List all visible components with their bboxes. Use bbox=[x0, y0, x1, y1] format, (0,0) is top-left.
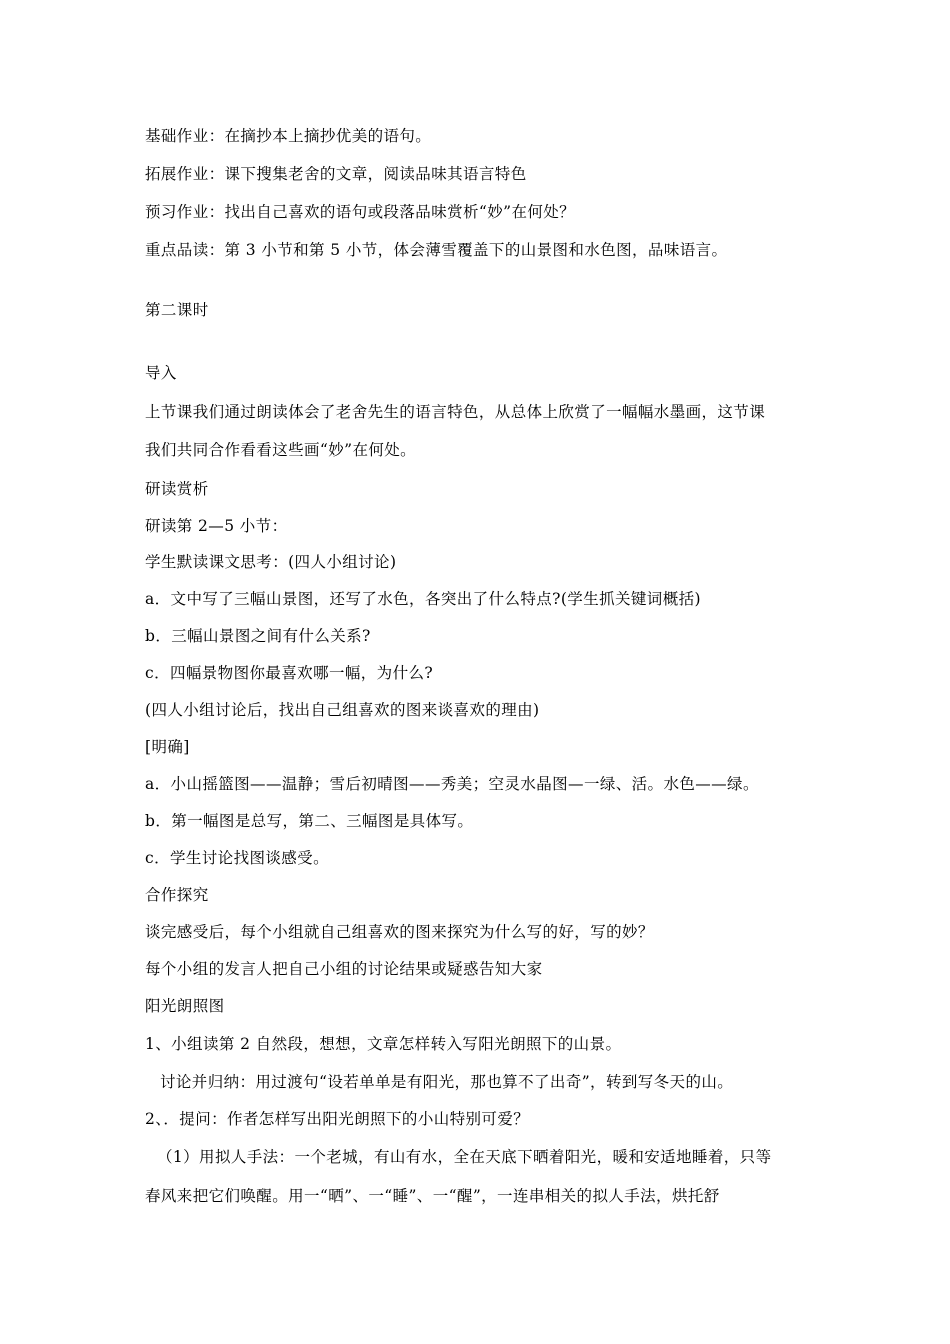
personification-line-1: （1）用拟人手法：一个老城，有山有水，全在天底下晒着阳光，暖和安适地睡着，只等 bbox=[157, 1148, 772, 1166]
answer-c: c．学生讨论找图谈感受。 bbox=[145, 849, 329, 867]
cooperation-line-2: 每个小组的发言人把自己小组的讨论结果或疑惑告知大家 bbox=[145, 960, 543, 978]
homework-extension-line: 拓展作业：课下搜集老舍的文章，阅读品味其语言特色 bbox=[145, 165, 527, 183]
homework-preview-line: 预习作业：找出自己喜欢的语句或段落品味赏析“妙”在何处？ bbox=[145, 203, 576, 221]
group-discussion-note: (四人小组讨论后，找出自己组喜欢的图来谈喜欢的理由) bbox=[145, 701, 540, 719]
homework-basic-line: 基础作业：在摘抄本上摘抄优美的语句。 bbox=[145, 127, 432, 145]
key-reading-line: 重点品读：第 3 小节和第 5 小节，体会薄雪覆盖下的山景图和水色图，品味语言。 bbox=[145, 241, 728, 259]
intro-paragraph-line-1: 上节课我们通过朗读体会了老舍先生的语言特色，从总体上欣赏了一幅幅水墨画，这节课 bbox=[145, 403, 766, 421]
intro-paragraph-line-2: 我们共同合作看看这些画“妙”在何处。 bbox=[145, 441, 417, 459]
sunshine-heading: 阳光朗照图 bbox=[145, 997, 225, 1015]
second-lesson-heading: 第二课时 bbox=[145, 301, 209, 319]
question-b: b．三幅山景图之间有什么关系? bbox=[145, 627, 371, 645]
silent-reading-line: 学生默读课文思考：(四人小组讨论) bbox=[145, 553, 397, 571]
intro-heading: 导入 bbox=[145, 364, 177, 382]
study-heading: 研读赏析 bbox=[145, 480, 209, 498]
question-c: c．四幅景物图你最喜欢哪一幅，为什么? bbox=[145, 664, 434, 682]
sunshine-item-1: 1、小组读第 2 自然段，想想，文章怎样转入写阳光朗照下的山景。 bbox=[145, 1035, 622, 1053]
question-a: a．文中写了三幅山景图，还写了水色，各突出了什么特点?(学生抓关键词概括) bbox=[145, 590, 701, 608]
sunshine-item-2: 2、．提问：作者怎样写出阳光朗照下的小山特别可爱？ bbox=[145, 1110, 530, 1128]
cooperation-heading: 合作探究 bbox=[145, 886, 209, 904]
answer-a: a．小山摇篮图——温静；雪后初晴图——秀美；空灵水晶图—一绿、活。水色——绿。 bbox=[145, 775, 759, 793]
sunshine-discussion: 讨论并归纳：用过渡句“设若单单是有阳光，那也算不了出奇”，转到写冬天的山。 bbox=[160, 1073, 734, 1091]
study-sections-line: 研读第 2—5 小节： bbox=[145, 517, 288, 535]
personification-line-2: 春风来把它们唤醒。用一“晒”、一“睡”、一“醒”，一连串相关的拟人手法，烘托舒 bbox=[145, 1187, 720, 1205]
clarify-heading: [明确] bbox=[145, 738, 190, 756]
answer-b: b．第一幅图是总写，第二、三幅图是具体写。 bbox=[145, 812, 474, 830]
cooperation-line-1: 谈完感受后，每个小组就自己组喜欢的图来探究为什么写的好，写的妙？ bbox=[145, 923, 654, 941]
